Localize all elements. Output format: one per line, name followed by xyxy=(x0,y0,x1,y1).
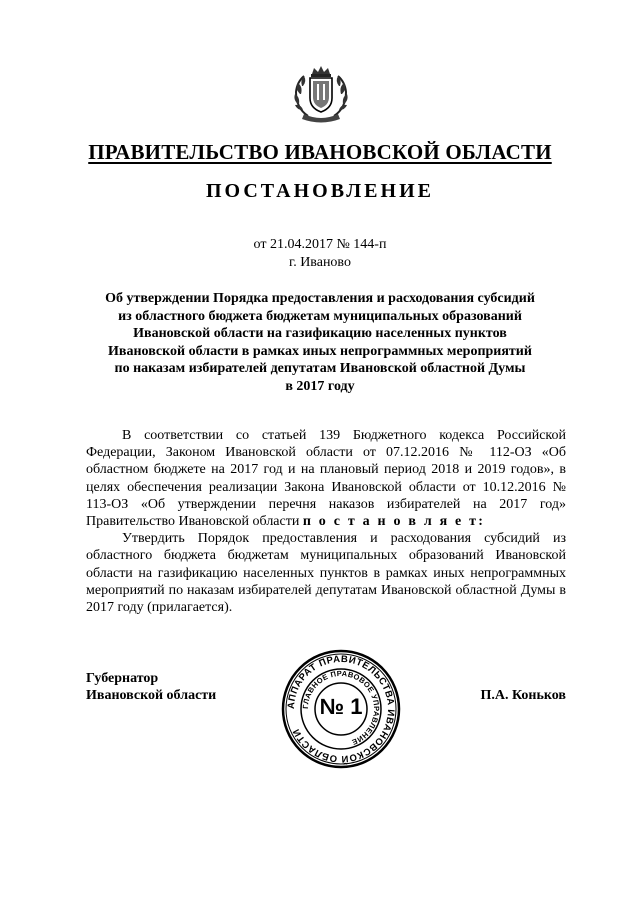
subject-line: Ивановской области в рамках иных непрограммных мероприятий xyxy=(108,343,532,359)
signatory-name: П.А. Коньков xyxy=(480,688,566,703)
city: г. Иваново xyxy=(289,255,351,270)
stamp-inner-text: ГЛАВНОЕ ПРАВОВОЕ УПРАВЛЕНИЕ xyxy=(300,668,382,747)
subject-line: Об утверждении Порядка предоставления и расходования субсидий xyxy=(105,291,535,306)
coat-of-arms-icon xyxy=(290,64,352,124)
date-number: от 21.04.2017 № 144-п xyxy=(253,237,387,252)
document-type: ПОСТАНОВЛЕНИЕ xyxy=(206,180,434,202)
subject-line: в 2017 году xyxy=(285,378,355,394)
signatory-title xyxy=(86,670,216,704)
subject-line: из областного бюджета бюджетам муниципальных образований xyxy=(118,308,522,324)
body-paragraph: Утвердить Порядок предоставления и расходования субсидий из областного бюджета бюджетам муниципальных образований Ивановской области на газификацию населенных пунктов в рамках иных непрограммных мероприятий по наказам избирателей депутатам Ивановской областной Думы в 2017 году (прилагается). xyxy=(86,531,566,616)
body-paragraph xyxy=(86,427,566,530)
subject-line: Ивановской области на газификацию населенных пунктов xyxy=(133,326,507,341)
paragraph-text: В соответствии со статьей 139 Бюджетного кодекса Российской Федерации, Законом Ивановской области от 07.12.2016 № 112-ОЗ «Об областном бюджете на 2017 год и на плановый период 2018 и 2019 годов», в целях обеспечения реализации Закона Ивановской области от 10.12.2016 № 113-ОЗ «Об утверждении перечня наказов избирателей на 2017 год» Правительство Ивановской области xyxy=(86,428,566,530)
document-body xyxy=(86,427,566,616)
stamp-ring-text: АППАРАТ ПРАВИТЕЛЬСТВА ИВАНОВСКОЙ ОБЛАСТИ xyxy=(285,653,397,765)
decree-word: п о с т а н о в л я е т: xyxy=(302,514,486,530)
stamp-number: № 1 xyxy=(319,694,363,719)
subject-line: по наказам избирателей депутатам Ивановской областной Думы xyxy=(114,361,526,376)
official-stamp xyxy=(280,648,402,770)
government-title: ПРАВИТЕЛЬСТВО ИВАНОВСКОЙ ОБЛАСТИ xyxy=(88,140,552,164)
signatory-title-line: Губернатор xyxy=(86,671,159,686)
signatory-title-line: Ивановской области xyxy=(86,688,217,703)
document-subject xyxy=(60,290,580,395)
